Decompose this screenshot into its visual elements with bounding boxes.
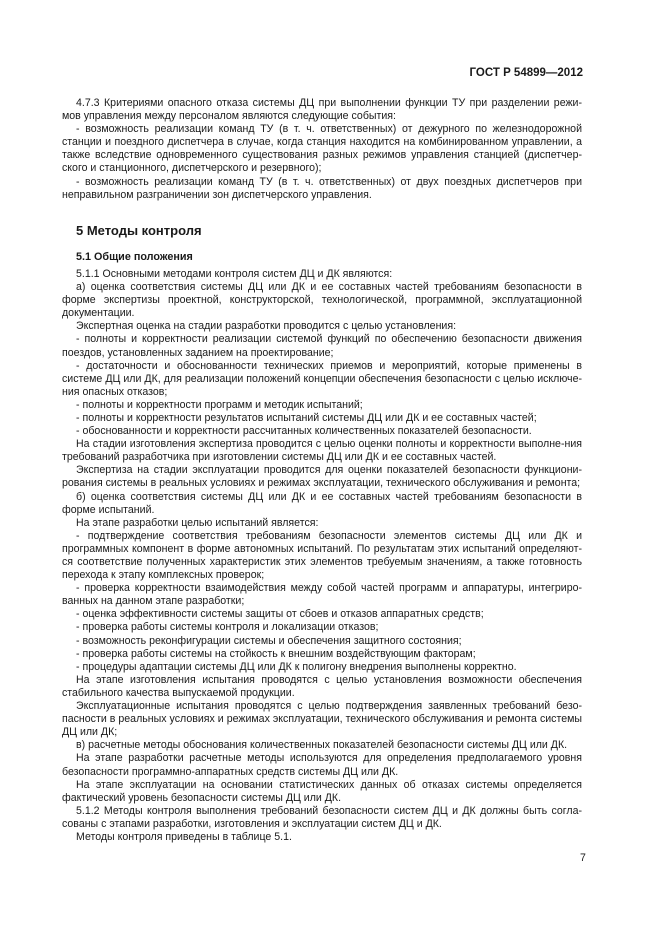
- paragraph: Эксплуатационные испытания проводятся с целью подтверждения заявленных требований безо-пасности в реальных условиях и режимах эксплуатации, технического обслуживания и ремонта системы ДЦ или ДК;: [62, 700, 582, 739]
- list-item: - проверка корректности взаимодействия между собой частей программ и аппаратуры, интегриро-ванных на данном этапе разработки;: [62, 582, 582, 608]
- section-heading: 5 Методы контроля: [76, 222, 202, 238]
- list-item: - возможность реализации команд ТУ (в т. ч. ответственных) от дежурного по железнодорожной станции и поездного диспетчера в случае, когда станция находится на комбинированном управлении, а также вследствие одновременного существования разных режимов управления станцией (диспетчер-ского и станционного, диспетчерского и резервного);: [62, 123, 582, 175]
- list-item: - подтверждение соответствия требованиям безопасности элементов системы ДЦ или ДК и программных компонент в форме автономных испытаний. По результатам этих испытаний определяют-ся соответствие полученных характеристик этих элементов требуемым значениям, а также готовность перехода к этапу комплексных проверок;: [62, 529, 582, 582]
- list-item: - проверка работы системы на стойкость к внешним воздействующим факторам;: [76, 647, 476, 660]
- page-number: 7: [580, 852, 586, 864]
- paragraph: 5.1.2 Методы контроля выполнения требований безопасности систем ДЦ и ДК должны быть согла-сованы с этапами разработки, изготовления и эксплуатации систем ДЦ и ДК.: [62, 804, 582, 830]
- paragraph: в) расчетные методы обоснования количественных показателей безопасности системы ДЦ или ДК.: [76, 739, 568, 752]
- list-item: - достаточности и обоснованности технических приемов и мероприятий, которые применены в системе ДЦ или ДК, для реализации положений концепции обеспечения безопасности с целью исключе-ния опасных отказов;: [62, 359, 582, 398]
- paragraph: На этапе разработки расчетные методы используются для определения предполагаемого уровня безопасности программно-аппаратных средств системы ДЦ или ДК.: [62, 752, 582, 778]
- list-item: - возможность реконфигурации системы и обеспечения защитного состояния;: [76, 634, 462, 647]
- paragraph: а) оценка соответствия системы ДЦ или ДК и ее составных частей требованиям безопасности в форме экспертизы проектной, конструкторской, технологической, программной, эксплуатационной документации.: [62, 281, 582, 320]
- subsection-heading: 5.1 Общие положения: [76, 250, 193, 263]
- paragraph: 4.7.3 Критериями опасного отказа системы ДЦ при выполнении функции ТУ при разделении режи-мов управления между персоналом являются следующие события:: [62, 97, 582, 123]
- document-header: ГОСТ Р 54899—2012: [469, 67, 583, 79]
- list-item: - оценка эффективности системы защиты от сбоев и отказов аппаратных средств;: [76, 608, 484, 621]
- paragraph: Методы контроля приведены в таблице 5.1.: [76, 830, 292, 843]
- paragraph: На этапе эксплуатации на основании статистических данных об отказах системы определяется фактический уровень безопасности системы ДЦ или ДК.: [62, 778, 582, 804]
- paragraph: 5.1.1 Основными методами контроля систем ДЦ и ДК являются:: [76, 267, 393, 280]
- list-item: - полноты и корректности реализации системой функций по обеспечению безопасности движения поездов, установленных заданием на проектирование;: [62, 333, 582, 359]
- list-item: - процедуры адаптации системы ДЦ или ДК к полигону внедрения выполнены корректно.: [76, 660, 517, 673]
- list-item: - полноты и корректности результатов испытаний системы ДЦ или ДК и ее составных частей;: [76, 411, 537, 424]
- list-item: - проверка работы системы контроля и локализации отказов;: [76, 621, 379, 634]
- paragraph: б) оценка соответствия системы ДЦ или ДК и ее составных частей требованиям безопасности в форме испытаний.: [62, 490, 582, 516]
- paragraph: Экспертная оценка на стадии разработки проводится с целью установления:: [76, 320, 457, 333]
- paragraph: На этапе разработки целью испытаний является:: [76, 516, 319, 529]
- list-item: - возможность реализации команд ТУ (в т. ч. ответственных) от двух поездных диспетчеров при неправильном разграничении зон диспетчерского управления.: [62, 175, 582, 201]
- paragraph: На стадии изготовления экспертиза проводится с целью оценки полноты и корректности выполне-ния требований разработчика при изготовлении системы ДЦ или ДК и ее составных частей.: [62, 438, 582, 464]
- list-item: - полноты и корректности программ и методик испытаний;: [76, 398, 363, 411]
- list-item: - обоснованности и корректности рассчитанных количественных показателей безопасности.: [76, 425, 532, 438]
- paragraph: Экспертиза на стадии эксплуатации проводится для оценки показателей безопасности функциони-рования системы в реальных условиях и режимах эксплуатации, технического обслуживания и ремонта;: [62, 464, 582, 490]
- paragraph: На этапе изготовления испытания проводятся с целью установления возможности обеспечения стабильного качества выпускаемой продукции.: [62, 673, 582, 699]
- document-body: [62, 97, 582, 844]
